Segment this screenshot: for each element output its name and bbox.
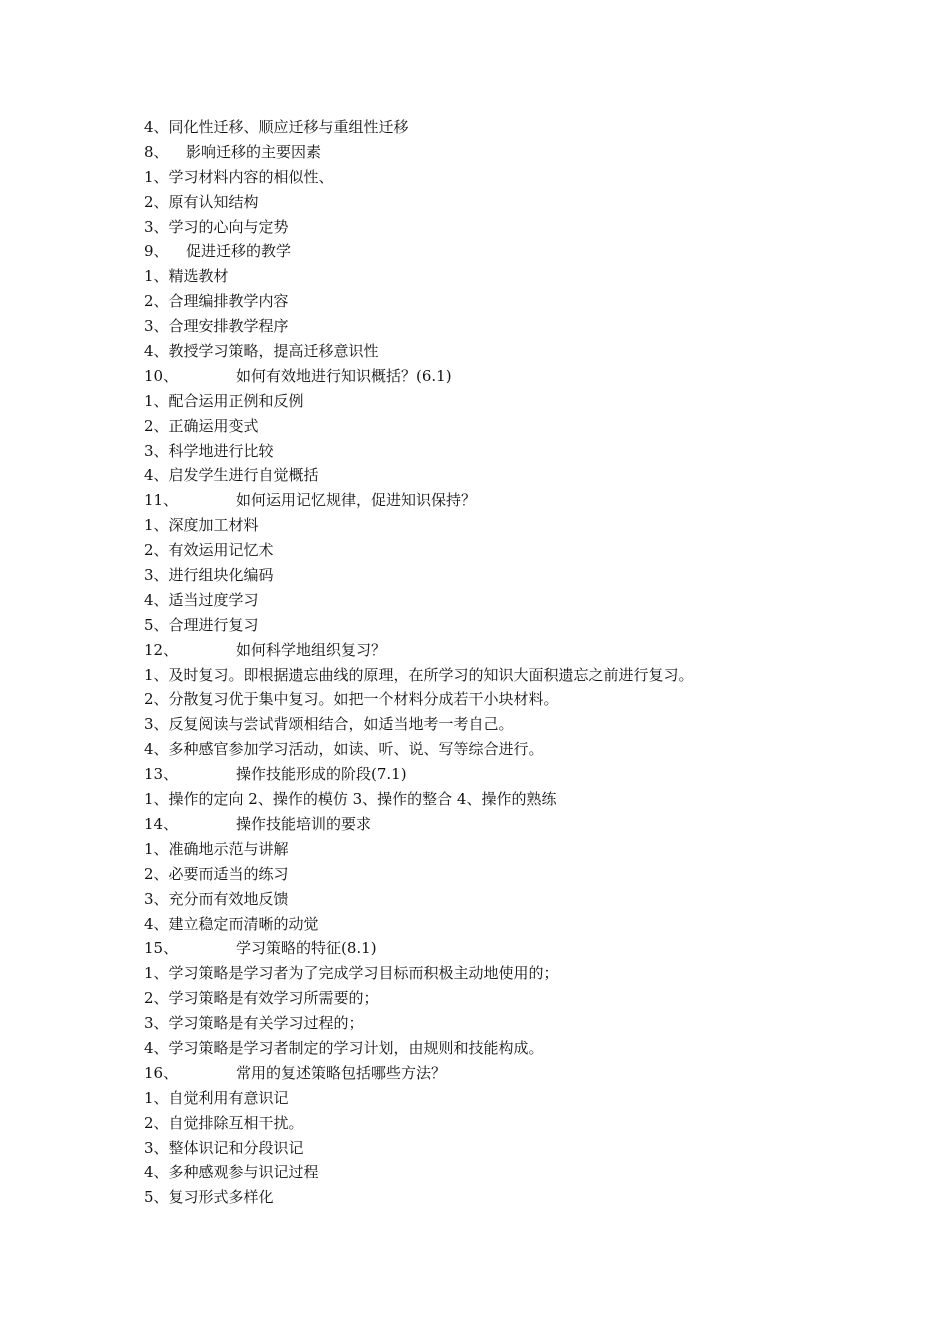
list-item: 1、精选教材	[144, 267, 229, 286]
list-item: 2、正确运用变式	[144, 416, 259, 435]
list-item: 5、复习形式多样化	[144, 1188, 274, 1207]
section-heading	[144, 239, 904, 264]
section-title: 促进迁移的教学	[186, 242, 292, 261]
section-title: 如何运用记忆规律，促进知识保持？	[236, 491, 477, 510]
section-title: 如何有效地进行知识概括？(6.1)	[236, 366, 452, 385]
section-heading	[144, 140, 904, 165]
section-title: 操作技能形成的阶段(7.1)	[236, 765, 407, 784]
list-item: 1、配合运用正例和反例	[144, 391, 304, 410]
section-heading	[144, 364, 904, 389]
list-item: 1、准确地示范与讲解	[144, 839, 289, 858]
section-number: 16、	[144, 1063, 179, 1082]
section-title: 常用的复述策略包括哪些方法？	[236, 1063, 447, 1082]
list-item: 3、学习策略是有关学习过程的；	[144, 1014, 364, 1033]
section-number: 14、	[144, 814, 179, 833]
list-item: 1、学习策略是学习者为了完成学习目标而积极主动地使用的；	[144, 964, 559, 983]
section-number: 9、	[144, 242, 169, 261]
list-item: 2、有效运用记忆术	[144, 541, 274, 560]
section-number: 12、	[144, 640, 179, 659]
section-heading	[144, 488, 904, 513]
section-number: 11、	[144, 491, 179, 510]
section-heading	[144, 638, 904, 663]
section-title: 学习策略的特征(8.1)	[236, 939, 377, 958]
list-item: 3、反复阅读与尝试背颂相结合，如适当地考一考自己。	[144, 715, 514, 734]
list-item: 3、科学地进行比较	[144, 441, 274, 460]
list-item: 2、分散复习优于集中复习。如把一个材料分成若干小块材料。	[144, 690, 559, 709]
list-item: 1、及时复习。即根据遗忘曲线的原理，在所学习的知识大面积遗忘之前进行复习。	[144, 665, 694, 684]
section-number: 8、	[144, 142, 169, 161]
list-item: 3、整体识记和分段识记	[144, 1138, 304, 1157]
list-item: 4、建立稳定而清晰的动觉	[144, 914, 319, 933]
list-item: 3、合理安排教学程序	[144, 317, 289, 336]
list-item: 2、原有认知结构	[144, 192, 259, 211]
list-item: 4、多种感观参与识记过程	[144, 1163, 319, 1182]
list-item: 4、学习策略是学习者制定的学习计划，由规则和技能构成。	[144, 1038, 544, 1057]
section-title: 操作技能培训的要求	[236, 814, 372, 833]
section-number: 13、	[144, 765, 179, 784]
section-heading	[144, 762, 904, 787]
list-item: 2、必要而适当的练习	[144, 864, 289, 883]
list-item: 1、深度加工材料	[144, 516, 259, 535]
document-body	[144, 115, 904, 1210]
list-item: 4、启发学生进行自觉概括	[144, 466, 319, 485]
list-item: 3、充分而有效地反馈	[144, 889, 289, 908]
section-title: 如何科学地组织复习？	[236, 640, 387, 659]
list-item: 3、进行组块化编码	[144, 566, 274, 585]
list-item: 4、教授学习策略，提高迁移意识性	[144, 342, 379, 361]
list-item: 4、多种感官参加学习活动，如读、听、说、写等综合进行。	[144, 740, 544, 759]
section-number: 10、	[144, 366, 179, 385]
section-heading	[144, 936, 904, 961]
list-item: 1、自觉利用有意识记	[144, 1088, 289, 1107]
list-item: 4、同化性迁移、顺应迁移与重组性迁移	[144, 118, 409, 136]
section-title: 影响迁移的主要因素	[186, 142, 322, 161]
section-number: 15、	[144, 939, 179, 958]
list-item: 2、学习策略是有效学习所需要的；	[144, 989, 379, 1008]
section-heading	[144, 1061, 904, 1086]
list-item: 1、操作的定向 2、操作的模仿 3、操作的整合 4、操作的熟练	[144, 790, 557, 809]
section-heading	[144, 812, 904, 837]
list-item: 1、学习材料内容的相似性、	[144, 167, 334, 186]
list-item: 5、合理进行复习	[144, 615, 259, 634]
list-item: 2、自觉排除互相干扰。	[144, 1113, 304, 1132]
list-item: 2、合理编排教学内容	[144, 292, 289, 311]
list-item: 4、适当过度学习	[144, 590, 259, 609]
list-item: 3、学习的心向与定势	[144, 217, 289, 236]
